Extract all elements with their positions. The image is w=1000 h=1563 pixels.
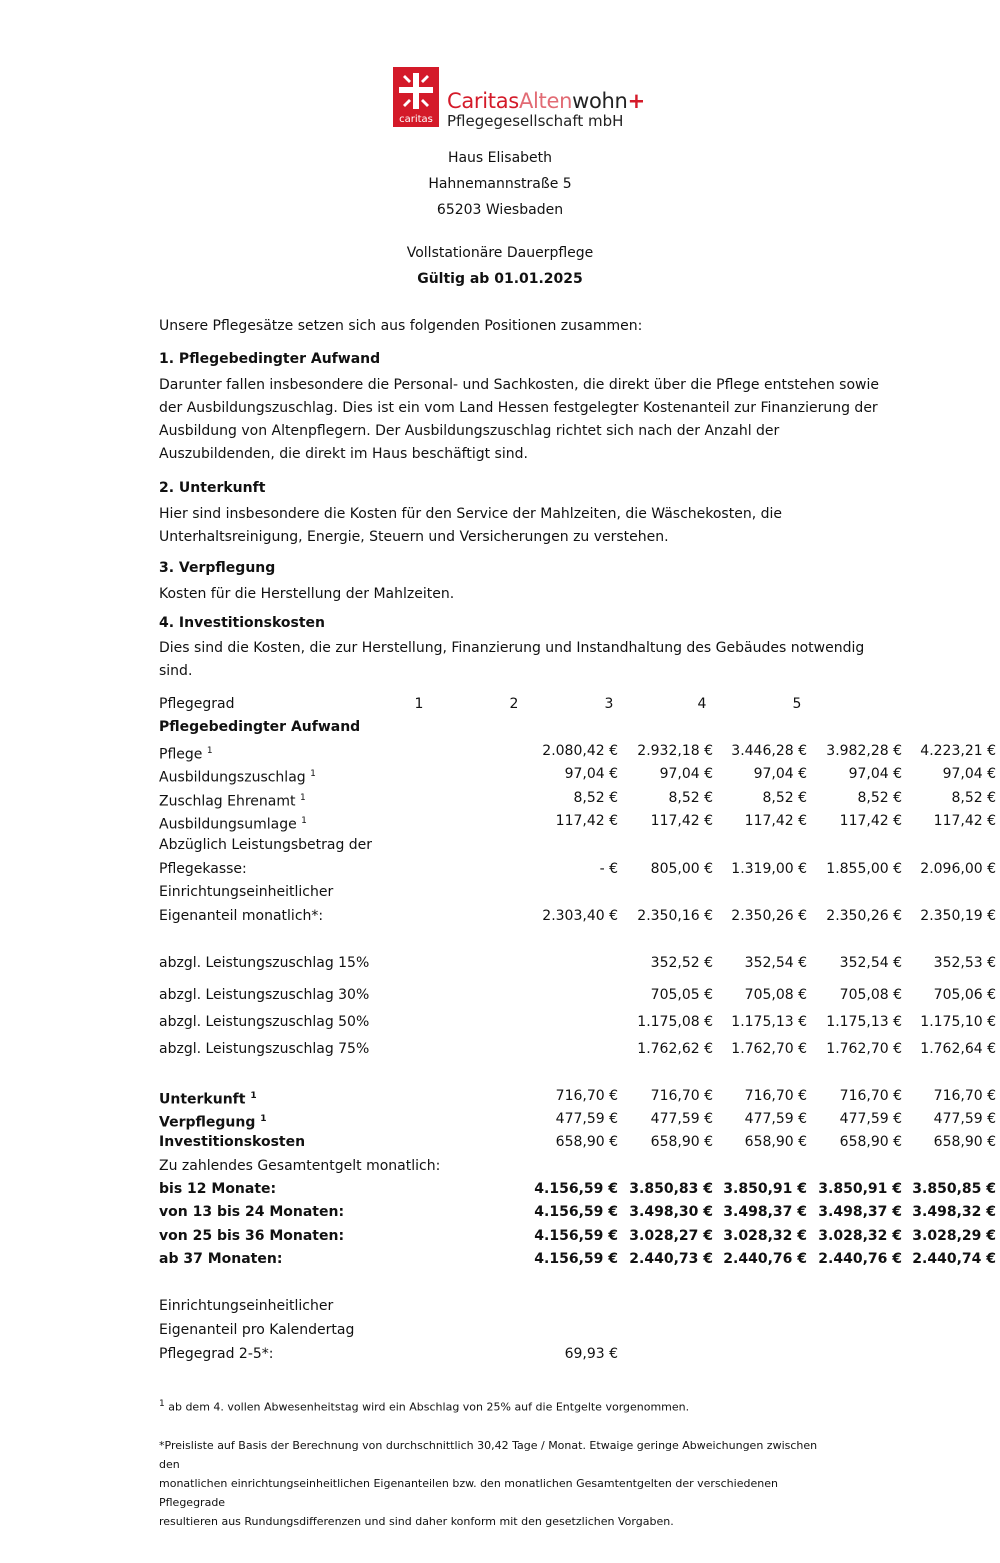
table-row: Einrichtungseinheitlicher — [159, 884, 334, 900]
logo-title: CaritasAltenwohn+ — [447, 89, 645, 113]
table-row: Eigenanteil monatlich*: 2.303,40 € 2.350,16 € 2.350,26 € 2.350,26 € 2.350,19 € — [159, 908, 996, 924]
section-title: 2. Unterkunft — [159, 480, 266, 496]
pflegegrad-label: Pflegegrad — [159, 696, 235, 712]
table-row: ab 37 Monaten: 4.156,59 € 2.440,73 € 2.440,76 € 2.440,76 € 2.440,74 € — [159, 1251, 996, 1267]
table-row: Pflegegrad 2-5*: 69,93 € — [159, 1343, 859, 1366]
intro-text: Unsere Pflegesätze setzen sich aus folgenden Positionen zusammen: — [159, 318, 643, 334]
section-text: Dies sind die Kosten, die zur Herstellung, Finanzierung und Instandhaltung des Gebäudes notwendig — [159, 640, 865, 656]
footnote: *Preisliste auf Basis der Berechnung von durchschnittlich 30,42 Tage / Monat. Etwaige geringe Abweichungen zwischen den monatlichen einrichtungseinheitlichen Eigenanteilen bzw. den monatlichen Gesamtentgelten der verschiedenen Pflegegrade resultieren aus Rundungsdifferenzen und sind daher konform mit den gesetzlichen Vorgaben. — [159, 1439, 818, 1528]
table-row: Ausbildungszuschlag $^1$ 97,04 € 97,04 € 97,04 € 97,04 € 97,04 € — [159, 766, 996, 786]
table-row: bis 12 Monate: 4.156,59 € 3.850,83 € 3.850,91 € 3.850,91 € 3.850,85 € — [159, 1181, 996, 1197]
table-row: abzgl. Leistungszuschlag 50% 1.175,08 € 1.175,13 € 1.175,13 € 1.175,10 € — [159, 1014, 996, 1030]
valid-from: Gültig ab 01.01.2025 — [417, 271, 583, 287]
table-row: Eigenanteil pro Kalendertag — [159, 1322, 355, 1338]
caritas-badge-text: caritas — [399, 114, 433, 125]
table-row: von 25 bis 36 Monaten: 4.156,59 € 3.028,27 € 3.028,32 € 3.028,32 € 3.028,29 € — [159, 1228, 996, 1244]
total-heading: Zu zahlendes Gesamtentgelt monatlich: — [159, 1158, 441, 1174]
table-row: abzgl. Leistungszuschlag 75% 1.762,62 € 1.762,70 € 1.762,70 € 1.762,64 € — [159, 1041, 996, 1057]
table-row: Investitionskosten 658,90 € 658,90 € 658,90 € 658,90 € 658,90 € — [159, 1134, 996, 1150]
facility-city: 65203 Wiesbaden — [436, 202, 564, 218]
table-row: abzgl. Leistungszuschlag 30% 705,05 € 705,08 € 705,08 € 705,06 € — [159, 987, 996, 1003]
caritas-logo-badge — [393, 67, 439, 127]
table-row: von 13 bis 24 Monaten: 4.156,59 € 3.498,30 € 3.498,37 € 3.498,37 € 3.498,32 € — [159, 1204, 996, 1220]
section-text: sind. — [159, 663, 193, 679]
table-header-row — [159, 693, 859, 716]
table-row: Abzüglich Leistungsbetrag der — [159, 837, 373, 853]
section-text: Darunter fallen insbesondere die Personal- und Sachkosten, die direkt über die Pflege entstehen sowie — [159, 377, 879, 393]
facility-name: Haus Elisabeth — [447, 150, 553, 166]
section-text: Ausbildung von Altenpflegern. Der Ausbildungszuschlag richtet sich nach der Anzahl der — [159, 423, 780, 439]
section-text: der Ausbildungszuschlag. Dies ist ein vom Land Hessen festgelegter Kostenanteil zur Finanzierung der — [159, 400, 878, 416]
care-type: Vollstationäre Dauerpflege — [406, 245, 594, 261]
section-text: Unterhaltsreinigung, Energie, Steuern und Versicherungen zu verstehen. — [159, 529, 669, 545]
grade-header: 1 — [414, 696, 424, 712]
daily-value: 69,93 € — [564, 1346, 618, 1362]
section-text: Kosten für die Herstellung der Mahlzeiten. — [159, 586, 455, 602]
caritas-flame-cross-icon — [397, 71, 435, 111]
section-title: 4. Investitionskosten — [159, 615, 326, 631]
table-row: abzgl. Leistungszuschlag 15% 352,52 € 352,54 € 352,54 € 352,53 € — [159, 955, 996, 971]
grade-header: 3 — [604, 696, 614, 712]
table-row: Ausbildungsumlage $^1$ 117,42 € 117,42 € 117,42 € 117,42 € 117,42 € — [159, 813, 996, 833]
group-heading: Pflegebedingter Aufwand — [159, 719, 361, 735]
table-row: Pflegekasse: - € 805,00 € 1.319,00 € 1.855,00 € 2.096,00 € — [159, 861, 996, 877]
section-text: Hier sind insbesondere die Kosten für den Service der Mahlzeiten, die Wäschekosten, die — [159, 506, 782, 522]
table-row: Pflege $^1$ 2.080,42 € 2.932,18 € 3.446,28 € 3.982,28 € 4.223,21 € — [159, 743, 996, 763]
logo-subtitle: Pflegegesellschaft mbH — [447, 112, 624, 130]
grade-header: 5 — [792, 696, 802, 712]
grade-header: 4 — [697, 696, 707, 712]
section-title: 1. Pflegebedingter Aufwand — [159, 351, 381, 367]
footnote: $^1$ ab dem 4. vollen Abwesenheitstag wird ein Abschlag von 25% auf die Entgelte vorgenommen. — [159, 1399, 690, 1414]
section-text: Auszubildenden, die direkt im Haus beschäftigt sind. — [159, 446, 528, 462]
table-row: Zuschlag Ehrenamt $^1$ 8,52 € 8,52 € 8,52 € 8,52 € 8,52 € — [159, 790, 996, 810]
table-row: Einrichtungseinheitlicher — [159, 1298, 334, 1314]
table-row: Unterkunft $^1$ 716,70 € 716,70 € 716,70 € 716,70 € 716,70 € — [159, 1088, 996, 1108]
table-row: Verpflegung $^1$ 477,59 € 477,59 € 477,59 € 477,59 € 477,59 € — [159, 1111, 996, 1131]
grade-header: 2 — [509, 696, 519, 712]
facility-street: Hahnemannstraße 5 — [428, 176, 572, 192]
section-title: 3. Verpflegung — [159, 560, 276, 576]
